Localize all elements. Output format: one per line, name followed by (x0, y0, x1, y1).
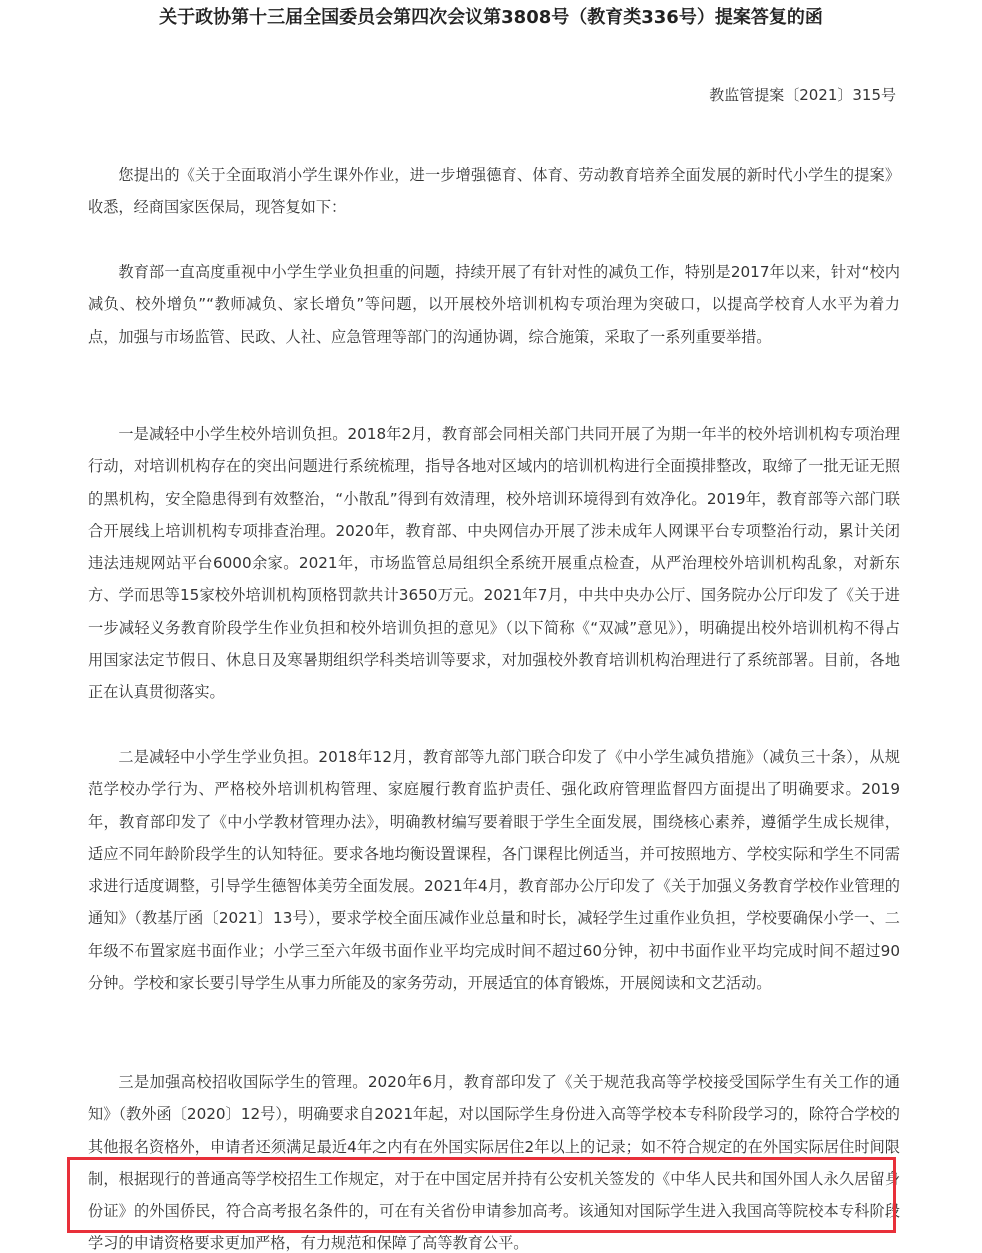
paragraph-academic-burden: 二是减轻中小学生学业负担。2018年12月，教育部等九部门联合印发了《中小学生减负措施》（减负三十条），从规范学校办学行为、严格校外培训机构管理、家庭履行教育监护责任、强化政府管理监督四方面提出了明确要求。2019年，教育部印发了《中小学教材管理办法》，明确教材编写要着眼于学生全面发展，围绕核心素养，遵循学生成长规律，适应不同年龄阶段学生的认知特征。要求各地均衡设置课程，各门课程比例适当，并可按照地方、学校实际和学生不同需求进行适度调整，引导学生德智体美劳全面发展。2021年4月，教育部办公厅印发了《关于加强义务教育学校作业管理的通知》（教基厅函〔2021〕13号），要求学校全面压减作业总量和时长，减轻学生过重作业负担，学校要确保小学一、二年级不布置家庭书面作业；小学三至六年级书面作业平均完成时间不超过60分钟，初中书面作业平均完成时间不超过90分钟。学校和家长要引导学生从事力所能及的家务劳动，开展适宜的体育锻炼，开展阅读和文艺活动。 (88, 748, 900, 993)
paragraph-international-students: 三是加强高校招收国际学生的管理。2020年6月，教育部印发了《关于规范我高等学校接受国际学生有关工作的通知》（教外函〔2020〕12号），明确要求自2021年起，对以国际学生身份进入高等学校本专科阶段学习的，除符合学校的其他报名资格外，申请者还须满足最近4年之内有在外国实际居住2年以上的记录；如不符合规定的在外国实际居住时间限制，根据现行的普通高等学校招生工作规定，对于在中国定居并持有公安机关签发的《中华人民共和国外国人永久居留身份证》的外国侨民，符合高考报名条件的，可在有关省份申请参加高考。该通知对国际学生进入我国高等院校本专科阶段学习的申请资格要求更加严格，有力规范和保障了高等教育公平。 (88, 1073, 900, 1253)
paragraph-overview: 教育部一直高度重视中小学生学业负担重的问题，持续开展了有针对性的减负工作，特别是2017年以来，针对“校内减负、校外增负”“教师减负、家长增负”等问题，以开展校外培训机构专项治理为突破口，以提高学校育人水平为着力点，加强与市场监管、民政、人社、应急管理等部门的沟通协调，综合施策，采取了一系列重要举措。 (88, 263, 900, 346)
document-title: 关于政协第十三届全国委员会第四次会议第3808号（教育类336号）提案答复的函 (159, 7, 823, 28)
paragraph-offcampus-training: 一是减轻中小学生校外培训负担。2018年2月，教育部会同相关部门共同开展了为期一年半的校外培训机构专项治理行动，对培训机构存在的突出问题进行系统梳理，指导各地对区域内的培训机构进行全面摸排整改，取缔了一批无证无照的黑机构，安全隐患得到有效整治，“小散乱”得到有效清理，校外培训环境得到有效净化。2019年，教育部等六部门联合开展线上培训机构专项排查治理。2020年，教育部、中央网信办开展了涉未成年人网课平台专项整治行动，累计关闭违法违规网站平台6000余家。2021年，市场监管总局组织全系统开展重点检查，从严治理校外培训机构乱象，对新东方、学而思等15家校外培训机构顶格罚款共计3650万元。2021年7月，中共中央办公厅、国务院办公厅印发了《关于进一步减轻义务教育阶段学生作业负担和校外培训负担的意见》（以下简称《“双减”意见》），明确提出校外培训机构不得占用国家法定节假日、休息日及寒暑期组织学科类培训等要求，对加强校外教育培训机构治理进行了系统部署。目前，各地正在认真贯彻落实。 (88, 425, 900, 702)
document-number: 教监管提案〔2021〕315号 (709, 86, 896, 104)
paragraph-intro: 您提出的《关于全面取消小学生课外作业，进一步增强德育、体育、劳动教育培养全面发展的新时代小学生的提案》收悉，经商国家医保局，现答复如下： (88, 166, 900, 217)
